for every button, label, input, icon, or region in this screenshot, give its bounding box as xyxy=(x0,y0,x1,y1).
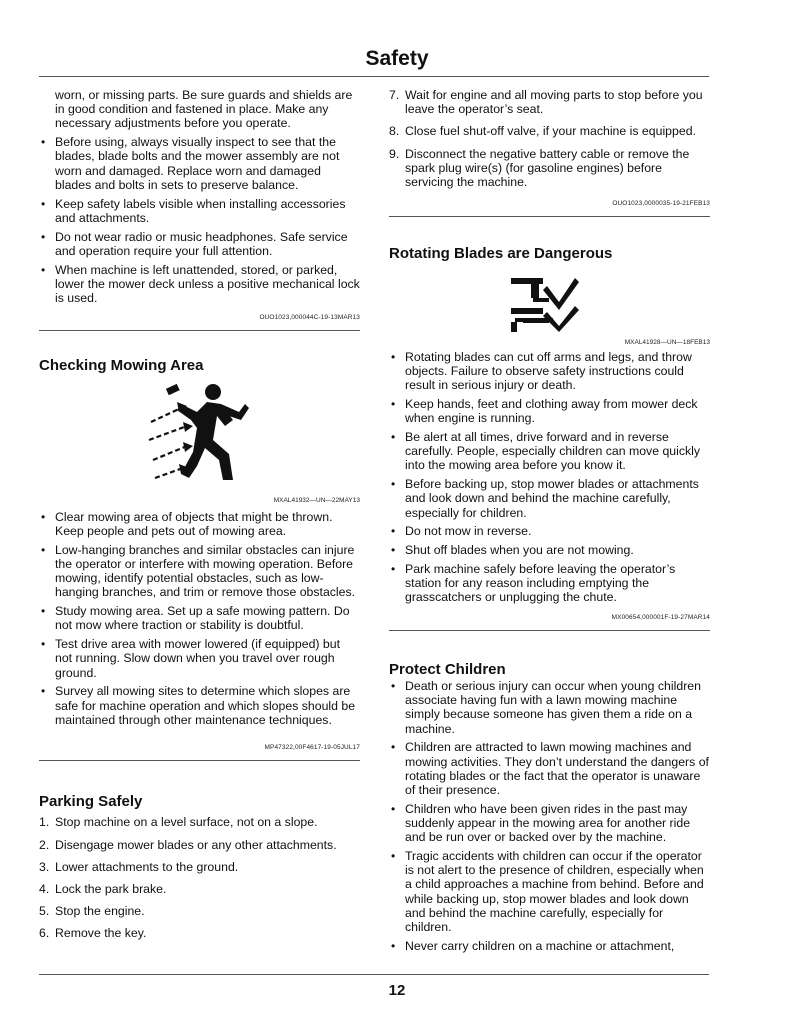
list-item: • Keep hands, feet and clothing away from mower deck when engine is running. xyxy=(389,397,710,425)
list-item: • Park machine safely before leaving the operator’s station for any reason including emptying the grasscatchers or unplugging the chute. xyxy=(389,562,710,605)
list-item: • Do not mow in reverse. xyxy=(389,524,710,538)
step-number: 1. xyxy=(39,815,50,830)
list-item: • Do not wear radio or music headphones. Safe service and operation require your full attention. xyxy=(39,230,360,258)
step-number: 7. xyxy=(389,88,400,102)
section-heading-parking: Parking Safely xyxy=(39,793,143,811)
blades-bullet-list xyxy=(389,350,710,605)
step-text: Remove the key. xyxy=(55,926,147,941)
list-item: • Low-hanging branches and similar obstacles can injure the operator or interfere with mowing operation. Before mowing, identify potential obstacles, such as low-hanging branches, and trim or remove those obstacles. xyxy=(39,543,360,600)
left-column xyxy=(39,88,360,949)
list-item: • Be alert at all times, drive forward and in reverse carefully. People, especially children can move quickly into the mowing area before you know it. xyxy=(389,430,710,473)
step-text: Wait for engine and all moving parts to stop before you leave the operator’s seat. xyxy=(405,88,703,117)
section-heading-blades: Rotating Blades are Dangerous xyxy=(389,245,613,263)
list-item: • Survey all mowing sites to determine which slopes are safe for machine operation and which slopes should be maintained through other maintenance techniques. xyxy=(39,684,360,727)
step-text: Stop the engine. xyxy=(55,904,145,919)
list-item: • Before backing up, stop mower blades or attachments and look down and behind the machine carefully, especially for children. xyxy=(389,477,710,520)
section-heading-mowing: Checking Mowing Area xyxy=(39,357,204,375)
list-item: • Clear mowing area of objects that might be thrown. Keep people and pets out of mowing area. xyxy=(39,510,360,538)
page-number: 12 xyxy=(388,982,406,999)
step-text: Disengage mower blades or any other attachments. xyxy=(55,837,337,852)
footer-rule xyxy=(39,974,709,975)
reference-code: OUO1023,000044C-19-13MAR13 xyxy=(39,311,360,331)
rotating-blade-hand-icon xyxy=(509,272,581,334)
figure-mowing xyxy=(39,382,360,494)
list-item xyxy=(389,88,710,116)
page-title: Safety xyxy=(365,47,429,70)
list-item: • Children are attracted to lawn mowing machines and mowing activities. They don’t understand the dangers of rotating blades or the fact that the operator is unaware of their presence. xyxy=(389,740,710,797)
list-item xyxy=(39,815,360,829)
step-text: Stop machine on a level surface, not on a slope. xyxy=(55,815,318,830)
parking-steps-list xyxy=(39,815,360,940)
section-heading-children: Protect Children xyxy=(389,660,506,678)
list-item xyxy=(39,926,360,940)
list-item: • Before using, always visually inspect to see that the blades, blade bolts and the mower assembly are not worn and damaged. Replace worn and damaged blades and bolts in sets to preserve balance. xyxy=(39,135,360,192)
reference-code: OUO1023,0000035-19-21FEB13 xyxy=(389,197,710,217)
step-number: 9. xyxy=(389,146,400,161)
step-number: 4. xyxy=(39,882,50,897)
list-item: • Never carry children on a machine or attachment, xyxy=(389,939,710,953)
list-item: • Death or serious injury can occur when young children associate having fun with a lawn mowing machine simply because someone has given them a ride on a machine. xyxy=(389,679,710,736)
figure-blades xyxy=(389,272,710,336)
step-number: 8. xyxy=(389,124,400,139)
step-number: 3. xyxy=(39,859,50,874)
list-item: • Study mowing area. Set up a safe mowing pattern. Do not mow where traction or stability is doubtful. xyxy=(39,604,360,632)
step-number: 5. xyxy=(39,904,50,919)
list-item: • Shut off blades when you are not mowing. xyxy=(389,543,710,557)
list-item: • Keep safety labels visible when installing accessories and attachments. xyxy=(39,197,360,225)
list-item xyxy=(39,838,360,852)
figure-reference-code: MXAL41932—UN—22MAY13 xyxy=(273,496,360,504)
step-text: Lock the park brake. xyxy=(55,882,167,897)
list-item: • When machine is left unattended, stored, or parked, lower the mower deck unless a positive mechanical lock is used. xyxy=(39,263,360,306)
step-number: 2. xyxy=(39,837,50,852)
list-item: worn, or missing parts. Be sure guards and shields are in good condition and fastened in place. Make any necessary adjustments before you operate. xyxy=(55,88,353,131)
thrown-object-warning-icon xyxy=(147,382,277,490)
list-item xyxy=(39,882,360,896)
header-rule xyxy=(39,76,709,77)
continued-bullet-list xyxy=(39,88,360,305)
list-item xyxy=(39,904,360,918)
right-column xyxy=(389,88,710,958)
step-text: Lower attachments to the ground. xyxy=(55,859,239,874)
children-bullet-list xyxy=(389,679,710,953)
reference-code: MX00654,000001F-19-27MAR14 xyxy=(389,611,710,631)
list-item xyxy=(389,124,710,138)
step-number: 6. xyxy=(39,926,50,941)
step-text: Close fuel shut-off valve, if your machine is equipped. xyxy=(405,124,696,139)
step-text: Disconnect the negative battery cable or remove the spark plug wire(s) (for gasoline engines) before servicing the machine. xyxy=(405,146,690,190)
list-item: • Rotating blades can cut off arms and legs, and throw objects. Failure to observe safety instructions could result in serious injury or death. xyxy=(389,350,710,393)
reference-code: MP47322,00F4617-19-05JUL17 xyxy=(39,741,360,761)
list-item: • Tragic accidents with children can occur if the operator is not alert to the presence of children, especially when a child approaches a machine from behind. Before and while backing up, stop mower blades and look down and behind the machine carefully, especially for children. xyxy=(389,849,710,934)
continued-steps-list xyxy=(389,88,710,189)
list-item xyxy=(39,860,360,874)
figure-reference-code: MXAL41928—UN—18FEB13 xyxy=(624,338,710,346)
list-item xyxy=(389,147,710,190)
list-item: • Children who have been given rides in the past may suddenly appear in the mowing area for another ride and be run over or backed over by the machine. xyxy=(389,802,710,845)
list-item: • Test drive area with mower lowered (if equipped) but not running. Slow down when you travel over rough ground. xyxy=(39,637,360,680)
mowing-bullet-list xyxy=(39,510,360,727)
